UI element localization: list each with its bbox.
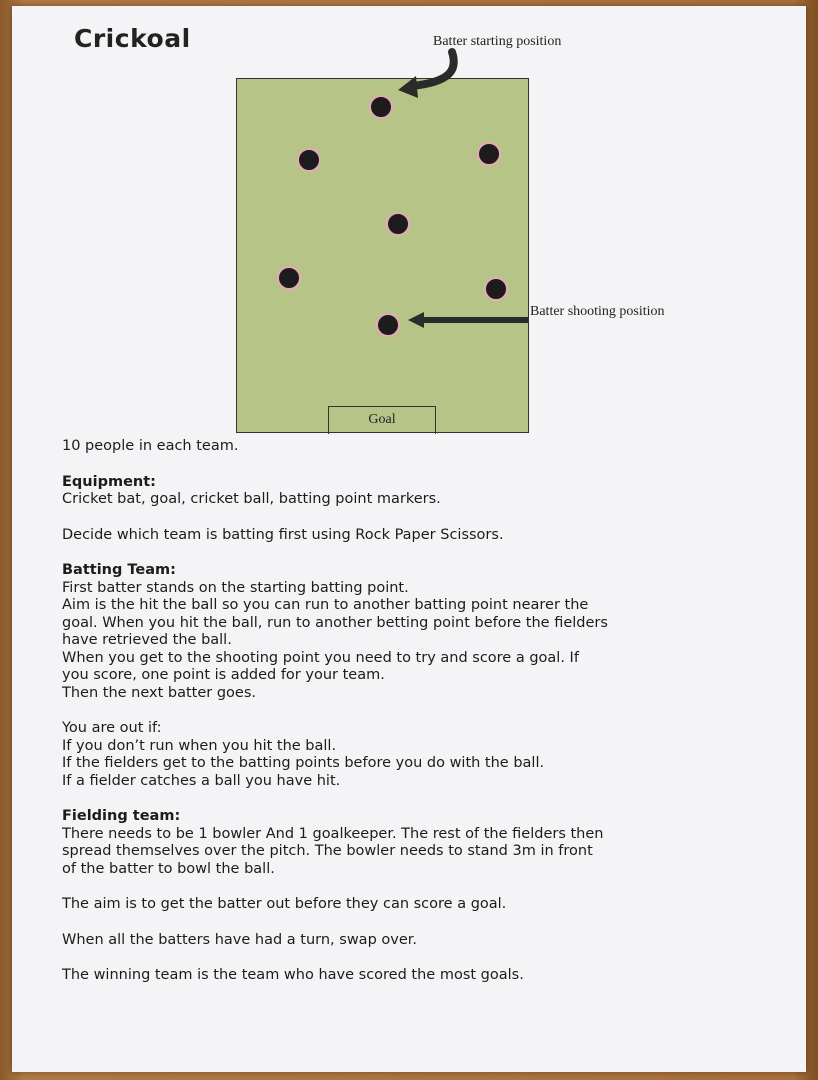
diagram-arrows [12, 6, 806, 436]
rules-text [62, 438, 782, 1003]
batting-line: have retrieved the ball. [62, 632, 232, 648]
batting-line: Aim is the hit the ball so you can run to another batting point nearer the [62, 597, 589, 613]
swap-text: When all the batters have had a turn, swap over. [62, 931, 417, 948]
batter-starting-position-label: Batter starting position [433, 34, 562, 49]
page-title: Crickoal [74, 24, 191, 53]
fielding-line: of the batter to bowl the ball. [62, 860, 275, 877]
out-line: You are out if: [62, 720, 162, 736]
starting-position-arrowhead [398, 76, 418, 98]
batting-line: goal. When you hit the ball, run to another betting point before the fielders [62, 614, 608, 631]
decide-text: Decide which team is batting first using Rock Paper Scissors. [62, 526, 504, 543]
fielding-team-heading: Fielding team: [62, 808, 181, 824]
fielding-line: There needs to be 1 bowler And 1 goalkeeper. The rest of the fielders then [62, 825, 604, 842]
out-line: If a fielder catches a ball you have hit. [62, 772, 341, 789]
batting-line: Then the next batter goes. [62, 684, 257, 701]
team-size-text: 10 people in each team. [62, 438, 239, 454]
out-line: If you don’t run when you hit the ball. [62, 737, 337, 754]
goal-box: Goal [328, 406, 436, 434]
winning-text: The winning team is the team who have scored the most goals. [62, 967, 524, 983]
starting-position-arrow [412, 52, 454, 86]
batter-shooting-position-label: Batter shooting position [530, 304, 665, 319]
batting-line: When you get to the shooting point you need to try and score a goal. If [62, 649, 579, 666]
batting-line: First batter stands on the starting batting point. [62, 579, 409, 596]
equipment-heading: Equipment: [62, 473, 156, 490]
paper-sheet [12, 6, 806, 1072]
out-line: If the fielders get to the batting points before you do with the ball. [62, 755, 545, 771]
shooting-position-arrowhead [408, 312, 424, 328]
equipment-list: Cricket bat, goal, cricket ball, batting point markers. [62, 491, 441, 507]
batting-team-heading: Batting Team: [62, 562, 176, 578]
fielding-line: spread themselves over the pitch. The bowler needs to stand 3m in front [62, 843, 593, 859]
aim-text: The aim is to get the batter out before they can score a goal. [62, 896, 507, 912]
batting-line: you score, one point is added for your team. [62, 667, 385, 683]
